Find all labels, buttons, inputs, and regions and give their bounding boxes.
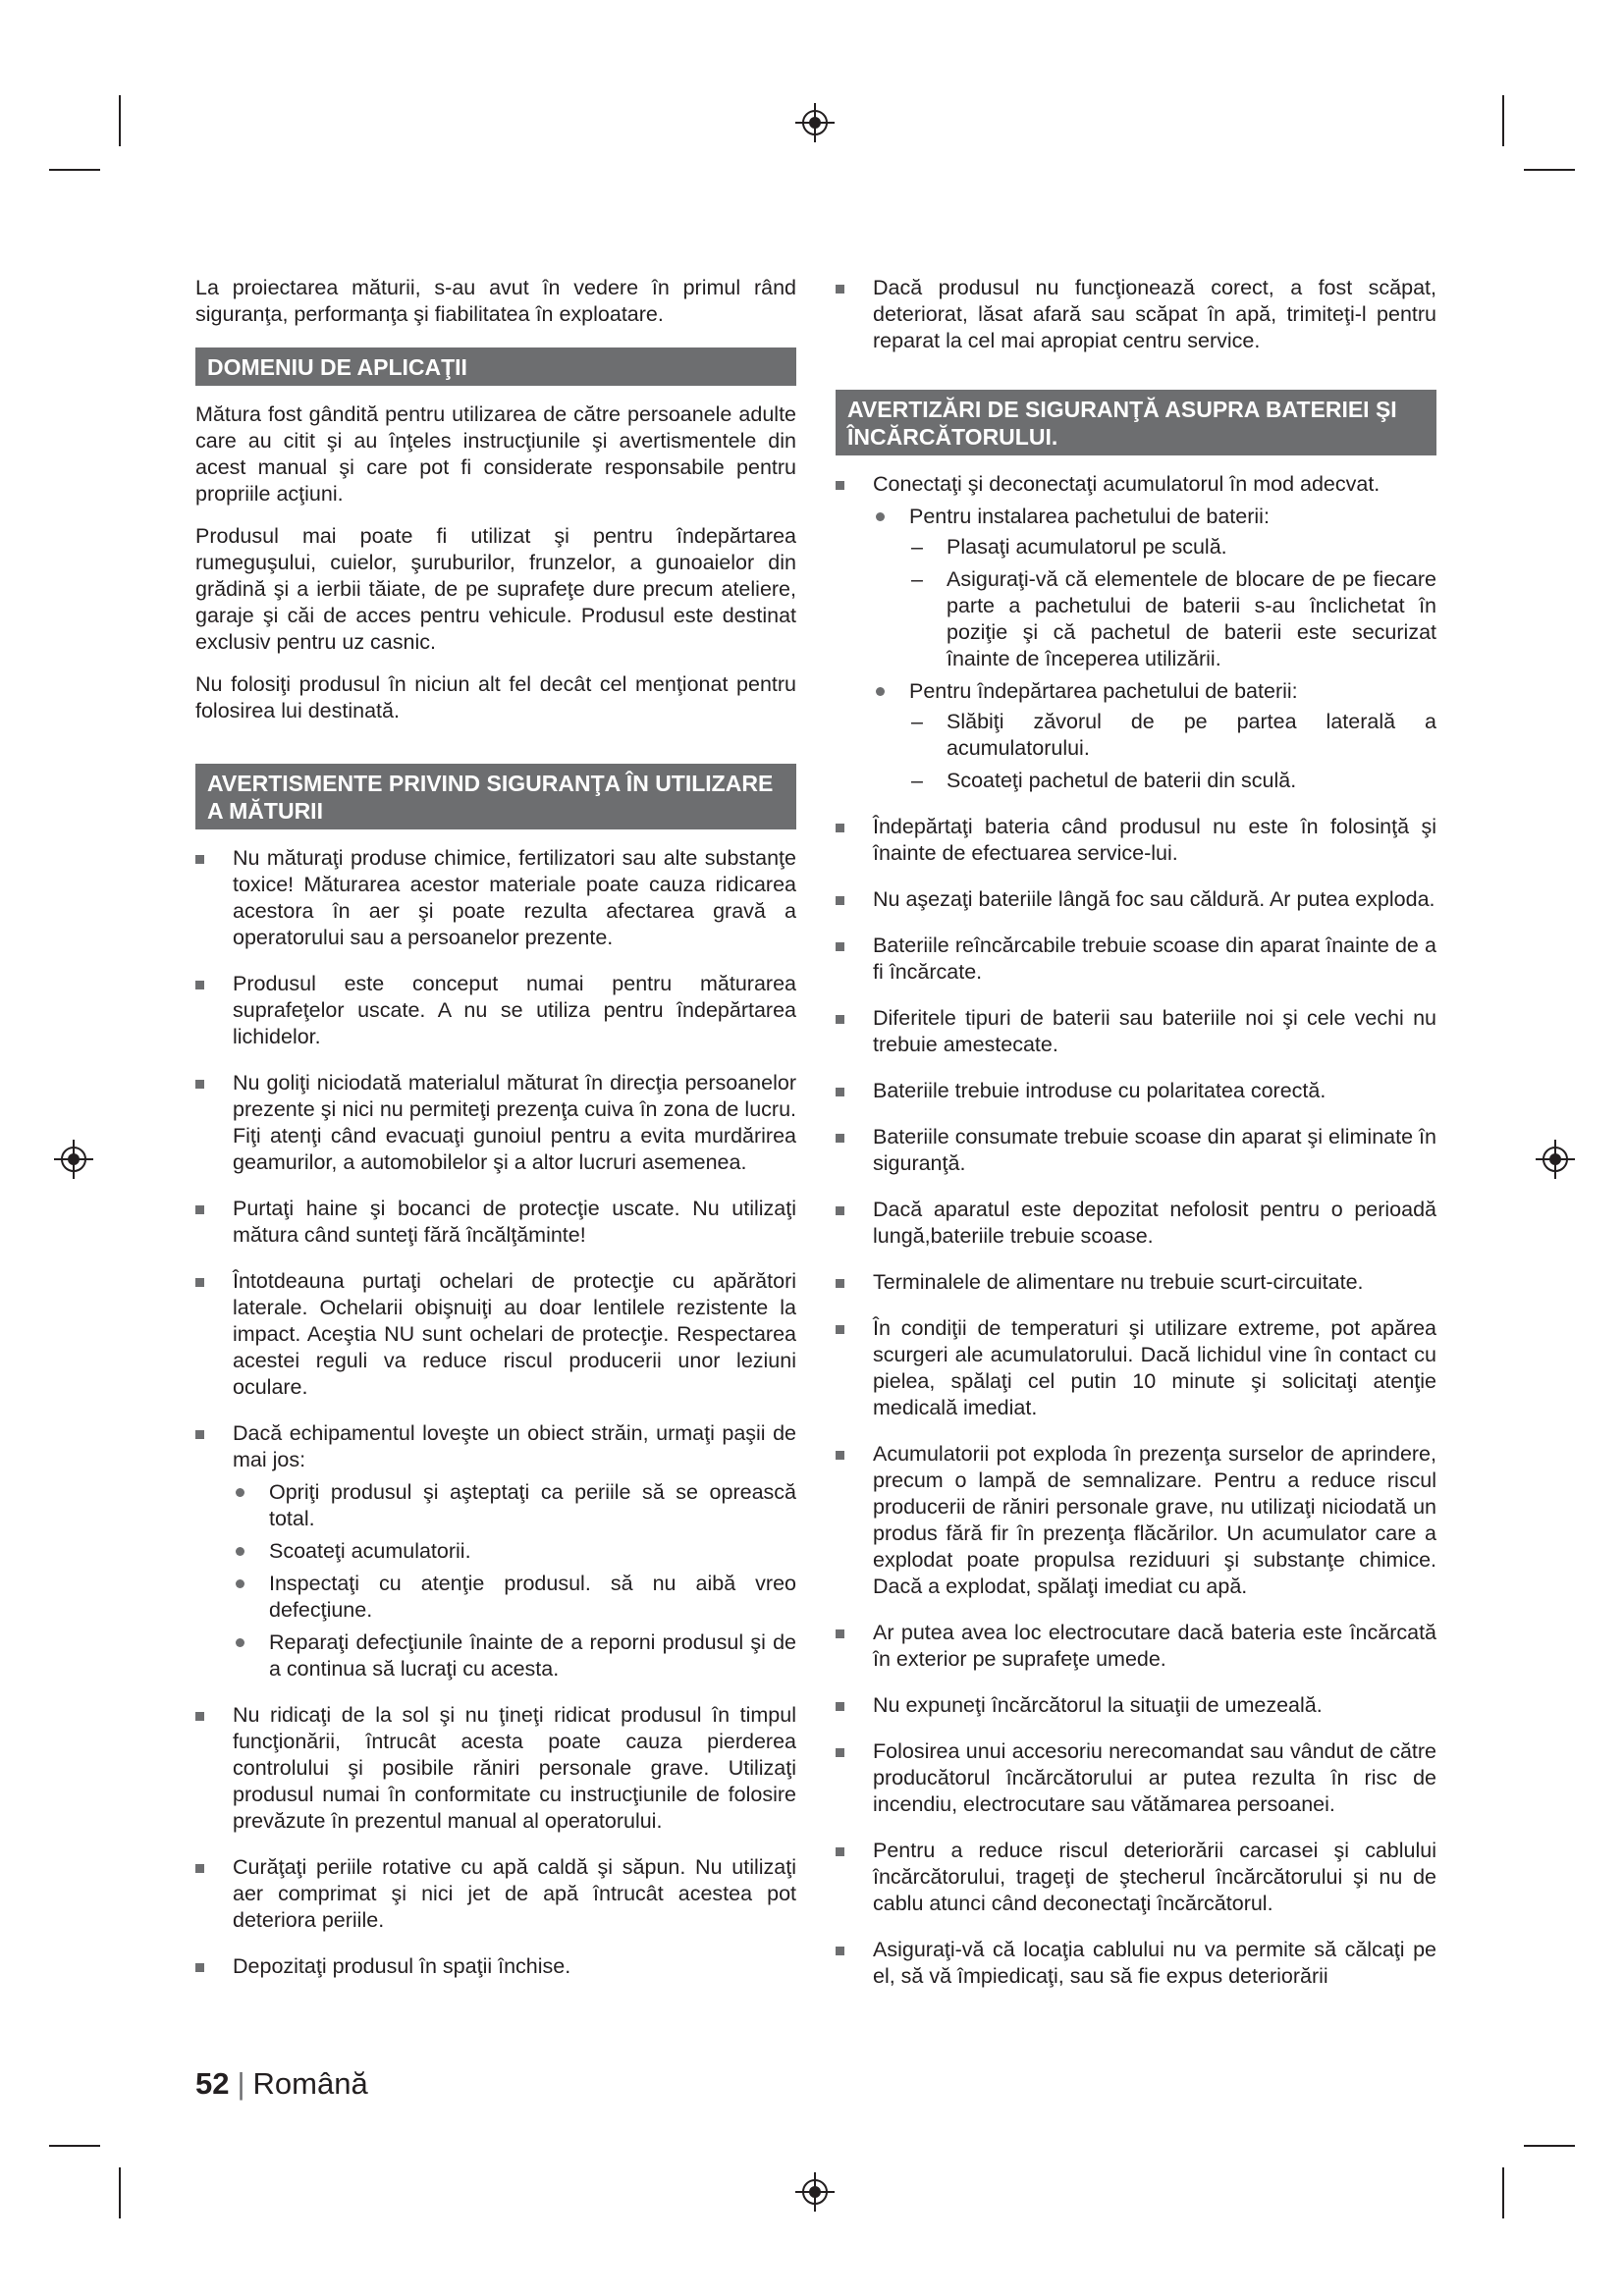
sub-list-item: Reparaţi defecţiunile înainte de a reporni produsul şi de a continua să lucraţi cu acesta. xyxy=(233,1629,796,1682)
list-item: Întotdeauna purtaţi ochelari de protecţie cu apărători laterale. Ochelarii obişnuiţi au doar lentilele rezistente la impact. Aceştia NU sunt ochelari de protecţie. Respectarea acestei reguli va reduce riscul producerii unor leziuni oculare. xyxy=(195,1268,796,1401)
page-number: 52 xyxy=(195,2066,230,2101)
round-bullet-icon xyxy=(236,1547,244,1556)
square-bullet-icon xyxy=(195,855,204,864)
right-column xyxy=(836,275,1436,1990)
list-item: Nu expuneţi încărcătorul la situaţii de umezeală. xyxy=(836,1692,1436,1719)
square-bullet-icon xyxy=(836,1629,844,1638)
crop-mark xyxy=(1524,2145,1575,2147)
list-item: Depozitaţi produsul în spaţii închise. xyxy=(195,1953,796,1980)
sub-list-item: Pentru îndepărtarea pachetului de baterii: – Slăbiţi zăvorul de pe partea laterală a acumulatorului. – Scoateţi pachetul de baterii din sculă. xyxy=(873,678,1436,794)
crop-mark xyxy=(1524,169,1575,171)
list-item: Acumulatorii pot exploda în prezenţa surselor de aprindere, precum o lampă de semnalizare. Pentru a reduce riscul producerii de răniri personale grave, nu utilizaţi niciodată un produs fără fir în prezenţa flăcărilor. Un acumulator care a explodat poate propulsa reziduuri şi substanţe chimice. Dacă a explodat, spălaţi imediat cu apă. xyxy=(836,1441,1436,1600)
list-item: Îndepărtaţi bateria când produsul nu este în folosinţă şi înainte de efectuarea service-lui. xyxy=(836,814,1436,867)
registration-mark-icon xyxy=(1536,1140,1575,1179)
list-item: Pentru a reduce riscul deteriorării carcasei şi cablului încărcătorului, trageţi de ştecherul încărcătorului şi nu de cablu atunci când deconectaţi încărcătorul. xyxy=(836,1838,1436,1917)
registration-mark-icon xyxy=(54,1140,93,1179)
intro-paragraph: La proiectarea măturii, s-au avut în vedere în primul rând siguranţa, performanţa şi fiabilitatea în exploatare. xyxy=(195,276,796,326)
sub-list xyxy=(873,504,1436,794)
crop-mark xyxy=(119,2167,121,2218)
round-bullet-icon xyxy=(876,687,885,696)
crop-mark xyxy=(1502,2167,1504,2218)
step-item: – Plasaţi acumulatorul pe sculă. xyxy=(911,535,1227,559)
square-bullet-icon xyxy=(836,1134,844,1143)
square-bullet-icon xyxy=(195,1080,204,1089)
crop-mark xyxy=(49,2145,100,2147)
battery-warning-list xyxy=(836,471,1436,1990)
dash-bullet-icon: – xyxy=(911,567,923,591)
square-bullet-icon xyxy=(195,981,204,989)
dash-bullet-icon: – xyxy=(911,710,923,733)
sub-list-item: Scoateţi acumulatorii. xyxy=(233,1538,796,1565)
square-bullet-icon xyxy=(195,1430,204,1439)
list-item: Produsul este conceput numai pentru măturarea suprafeţelor uscate. A nu se utiliza pentru îndepărtarea lichidelor. xyxy=(195,971,796,1050)
list-item: Conectaţi şi deconectaţi acumulatorul în mod adecvat. Pentru instalarea pachetului de baterii: – Plasaţi acumulatorul pe sculă. – Asiguraţi-vă că elementele de blocare de pe fiecare parte a pachetului de baterii s-au înclichetat în poziţie şi că pachetul de baterii este securizat înainte de începerea utilizării. Pentru îndepărtarea pachetului de baterii: – Slăbiţi zăvorul de pe partea laterală a acumulatorului. – Scoateţi pachetul de baterii din sculă. xyxy=(836,471,1436,794)
square-bullet-icon xyxy=(836,1947,844,1955)
dash-bullet-icon: – xyxy=(911,535,923,559)
square-bullet-icon xyxy=(195,1278,204,1287)
square-bullet-icon xyxy=(836,1325,844,1334)
list-item: Diferitele tipuri de baterii sau bateriile noi şi cele vechi nu trebuie amestecate. xyxy=(836,1005,1436,1058)
warning-list xyxy=(195,845,796,1980)
list-item: Bateriile consumate trebuie scoase din aparat şi eliminate în siguranţă. xyxy=(836,1124,1436,1177)
paragraph: Produsul mai poate fi utilizat şi pentru îndepărtarea rumeguşului, cuielor, şuruburilor, frunzelor, a gunoaielor din grădină şi a ierbii tăiate, de pe suprafeţe dure precum ateliere, garaje şi căi de acces pentru vehicule. Produsul este destinat exclusiv pentru uz casnic. xyxy=(195,524,796,654)
crop-mark xyxy=(119,95,121,146)
crop-mark xyxy=(1502,95,1504,146)
list-item: Nu ridicaţi de la sol şi nu ţineţi ridicat produsul în timpul funcţionării, întrucât acesta poate cauza pierderea controlului şi posibile răniri personale grave. Utilizaţi produsul numai în conformitate cu instrucţiunile de folosire prevăzute în prezentul manual al operatorului. xyxy=(195,1702,796,1835)
square-bullet-icon xyxy=(195,1864,204,1873)
square-bullet-icon xyxy=(836,896,844,905)
registration-mark-icon xyxy=(795,2172,835,2212)
round-bullet-icon xyxy=(236,1579,244,1588)
square-bullet-icon xyxy=(836,1847,844,1856)
square-bullet-icon xyxy=(836,1279,844,1288)
section-title-baterie: AVERTIZĂRI DE SIGURANŢĂ ASUPRA BATERIEI ŞI ÎNCĂRCĂTORULUI. xyxy=(836,390,1436,455)
section-title-domeniu: DOMENIU DE APLICAŢII xyxy=(195,347,796,386)
list-item: Purtaţi haine şi bocanci de protecţie uscate. Nu utilizaţi mătura când sunteţi fără încălţăminte! xyxy=(195,1196,796,1249)
dash-bullet-icon: – xyxy=(911,769,923,792)
list-item: În condiţii de temperaturi şi utilizare extreme, pot apărea scurgeri ale acumulatorului. Dacă lichidul vine în contact cu pielea, spălaţi cel putin 10 minute şi solicitaţi atenţie medicală imediat. xyxy=(836,1315,1436,1421)
list-item: Nu măturaţi produse chimice, fertilizatori sau alte substanţe toxice! Măturarea acestor materiale poate cauza ridicarea acestora în aer şi poate rezulta afectarea gravă a operatorului sau a persoanelor prezente. xyxy=(195,845,796,951)
step-item: – Asiguraţi-vă că elementele de blocare de pe fiecare parte a pachetului de baterii s-au înclichetat în poziţie şi că pachetul de baterii este securizat înainte de începerea utilizării. xyxy=(911,567,1436,670)
list-item: Nu aşezaţi bateriile lângă foc sau căldură. Ar putea exploda. xyxy=(836,886,1436,913)
square-bullet-icon xyxy=(836,1702,844,1711)
square-bullet-icon xyxy=(836,1088,844,1096)
sub-list xyxy=(233,1479,796,1682)
step-item: – Slăbiţi zăvorul de pe partea laterală a acumulatorului. xyxy=(911,710,1436,760)
square-bullet-icon xyxy=(836,1748,844,1757)
round-bullet-icon xyxy=(236,1638,244,1647)
square-bullet-icon xyxy=(836,1015,844,1024)
list-item: Terminalele de alimentare nu trebuie scurt-circuitate. xyxy=(836,1269,1436,1296)
step-list xyxy=(909,534,1436,672)
top-list xyxy=(836,275,1436,354)
list-item: Bateriile reîncărcabile trebuie scoase din aparat înainte de a fi încărcate. xyxy=(836,933,1436,986)
paragraph: Mătura fost gândită pentru utilizarea de către persoanele adulte care au citit şi au înţeles instrucţiunile şi avertismentele din acest manual şi care pot fi considerate responsabile pentru propriile acţiuni. xyxy=(195,402,796,506)
left-column xyxy=(195,275,796,2000)
list-item: Dacă produsul nu funcţionează corect, a fost scăpat, deteriorat, lăsat afară sau scăpat în apă, trimiteţi-l pentru reparat la cel mai apropiat centru service. xyxy=(836,275,1436,354)
list-item: Nu goliţi niciodată materialul măturat în direcţia persoanelor prezente şi nici nu permiteţi prezenţa cuiva în zona de lucru. Fiţi atenţi când evacuaţi gunoiul pentru a evita murdărirea geamurilor, a automobilelor şi a altor lucruri asemenea. xyxy=(195,1070,796,1176)
square-bullet-icon xyxy=(836,285,844,294)
square-bullet-icon xyxy=(195,1963,204,1972)
square-bullet-icon xyxy=(836,1451,844,1460)
footer-separator: | xyxy=(237,2066,245,2101)
section-title-avertismente: AVERTISMENTE PRIVIND SIGURANŢA ÎN UTILIZARE A MĂTURII xyxy=(195,764,796,829)
list-item: Ar putea avea loc electrocutare dacă bateria este încărcată în exterior pe suprafeţe umede. xyxy=(836,1620,1436,1673)
sub-list-item: Inspectaţi cu atenţie produsul. să nu aibă vreo defecţiune. xyxy=(233,1571,796,1624)
square-bullet-icon xyxy=(836,481,844,490)
square-bullet-icon xyxy=(195,1205,204,1214)
page-footer xyxy=(195,2066,368,2102)
square-bullet-icon xyxy=(836,1206,844,1215)
registration-mark-icon xyxy=(795,103,835,142)
step-list xyxy=(909,709,1436,794)
list-item: Folosirea unui accesoriu nerecomandat sau vândut de către producătorul încărcătorului ar putea rezulta în risc de incendiu, electrocutare sau vătămarea persoanei. xyxy=(836,1738,1436,1818)
crop-mark xyxy=(49,169,100,171)
round-bullet-icon xyxy=(876,512,885,521)
square-bullet-icon xyxy=(836,942,844,951)
list-item: Bateriile trebuie introduse cu polaritatea corectă. xyxy=(836,1078,1436,1104)
list-item: Curăţaţi periile rotative cu apă caldă şi săpun. Nu utilizaţi aer comprimat şi nici jet de apă întrucât acestea pot deteriora periile. xyxy=(195,1854,796,1934)
sub-list-item: Opriţi produsul şi aşteptaţi ca periile să se oprească total. xyxy=(233,1479,796,1532)
square-bullet-icon xyxy=(195,1712,204,1721)
list-item: Asiguraţi-vă că locaţia cablului nu va permite să călcaţi pe el, să vă împiedicaţi, sau să fie expus deteriorării xyxy=(836,1937,1436,1990)
paragraph: Nu folosiţi produsul în niciun alt fel decât cel menţionat pentru folosirea lui destinată. xyxy=(195,672,796,722)
round-bullet-icon xyxy=(236,1488,244,1497)
square-bullet-icon xyxy=(836,824,844,832)
list-item: Dacă aparatul este depozitat nefolosit pentru o perioadă lungă,bateriile trebuie scoase. xyxy=(836,1197,1436,1250)
list-item: Dacă echipamentul loveşte un obiect străin, urmaţi paşii de mai jos: Opriţi produsul şi aşteptaţi ca periile să se oprească total. Scoateţi acumulatorii. Inspectaţi cu atenţie produsul. să nu aibă vreo defecţiune. Reparaţi defecţiunile înainte de a reporni produsul şi de a continua să lucraţi cu acesta. xyxy=(195,1420,796,1682)
step-item: – Scoateţi pachetul de baterii din sculă. xyxy=(911,769,1297,792)
footer-language: Română xyxy=(252,2066,368,2101)
sub-list-item: Pentru instalarea pachetului de baterii: – Plasaţi acumulatorul pe sculă. – Asiguraţi-vă că elementele de blocare de pe fiecare parte a pachetului de baterii s-au înclichetat în poziţie şi că pachetul de baterii este securizat înainte de începerea utilizării. xyxy=(873,504,1436,672)
